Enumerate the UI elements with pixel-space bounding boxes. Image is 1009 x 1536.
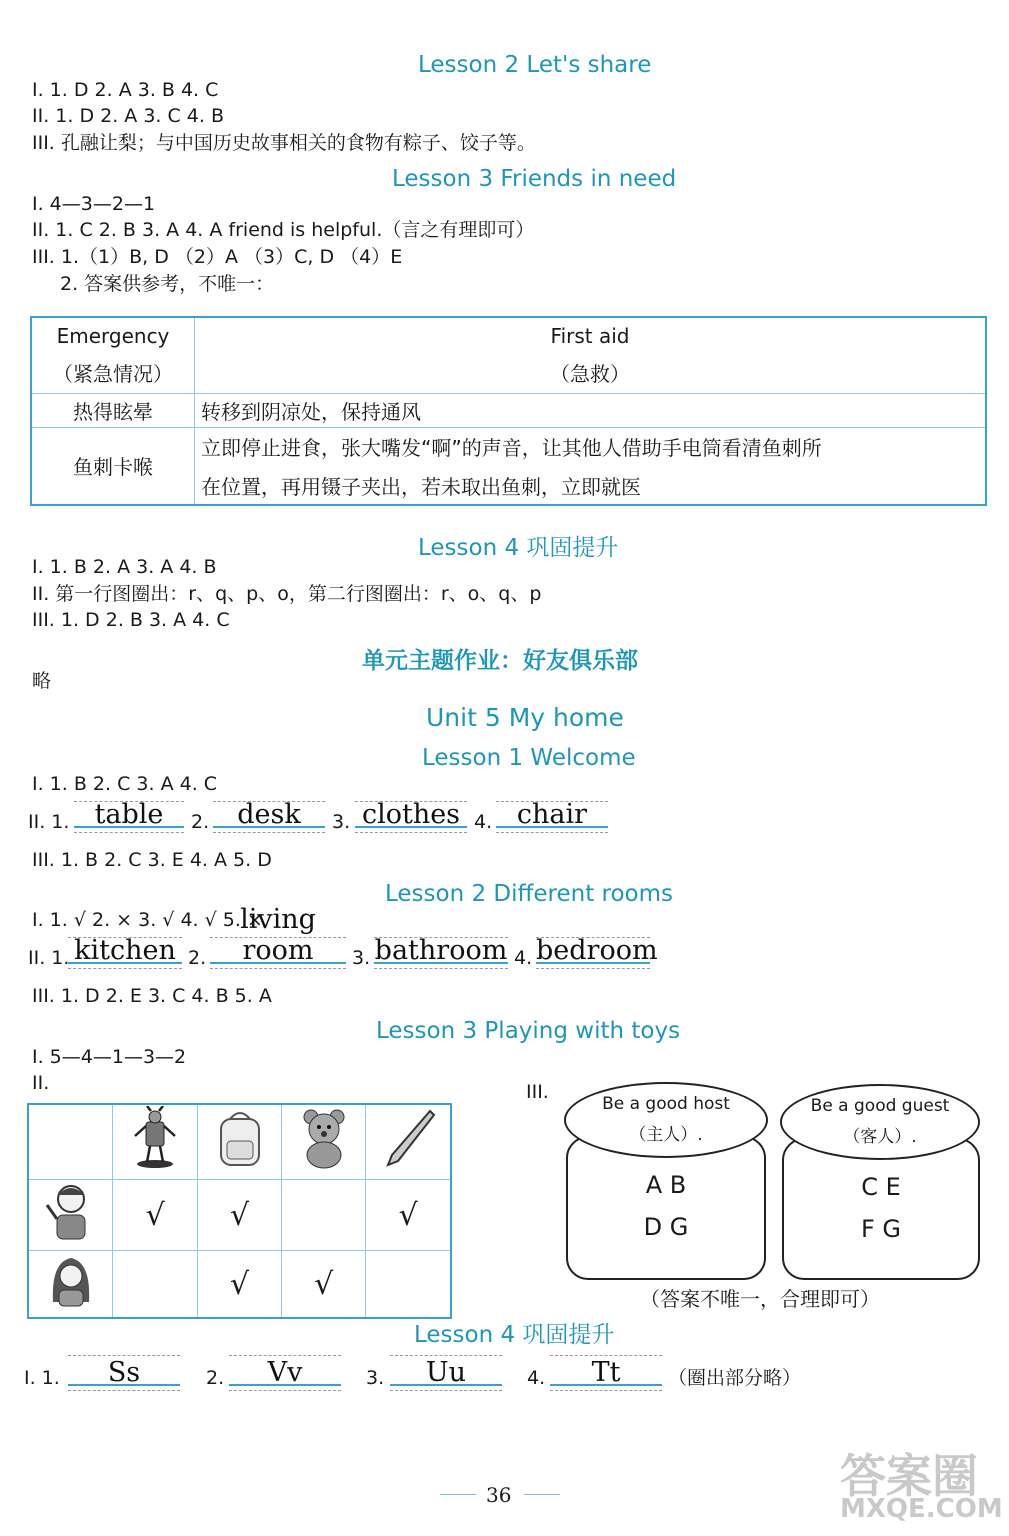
answer-blank-1: table	[74, 801, 184, 833]
u5l1-line-1: I. 1. B 2. C 3. A 4. C	[32, 773, 218, 795]
lesson3-title: Lesson 3 Friends in need	[392, 166, 677, 192]
u5-lesson3-title: Lesson 3 Playing with toys	[376, 1018, 681, 1044]
lesson4-title: Lesson 4 巩固提升	[418, 535, 619, 561]
teddy-bear-icon	[282, 1104, 366, 1180]
first-aid-table	[30, 316, 987, 506]
backpack-icon	[197, 1104, 281, 1180]
unit5-title: Unit 5 My home	[426, 703, 624, 732]
l4-line-3: III. 1. D 2. B 3. A 4. C	[32, 609, 230, 631]
answer-blank-8: bedroom	[536, 937, 650, 969]
u5l3-ii-label: II.	[32, 1072, 50, 1094]
toy-sharing-table	[27, 1103, 452, 1319]
l2-line-3: III. 孔融让梨；与中国历史故事相关的食物有粽子、饺子等。	[32, 132, 536, 154]
u5-lesson4-title: Lesson 4 巩固提升	[414, 1322, 615, 1348]
l3-line-4: 2. 答案供参考，不唯一：	[60, 273, 275, 295]
omitted-note: 略	[32, 670, 52, 692]
guest-jar-body: C E F G	[782, 1138, 980, 1280]
page-number: 36	[486, 1483, 512, 1507]
u5l2-ii-prefix: II. 1.	[28, 947, 70, 969]
letter-blank-3: Uu	[390, 1355, 502, 1391]
u5l3-line-1: I. 5—4—1—3—2	[32, 1046, 187, 1068]
u5l2-line-3: III. 1. D 2. E 3. C 4. B 5. A	[32, 985, 272, 1007]
answer-blank-7: bathroom	[374, 937, 508, 969]
letter-blank-4: Tt	[550, 1355, 662, 1391]
l2-line-2: II. 1. D 2. A 3. C 4. B	[32, 105, 225, 127]
l4-line-2: II. 第一行图圈出：r、q、p、o，第二行图圈出：r、o、q、p	[32, 583, 542, 605]
u5-lesson2-title: Lesson 2 Different rooms	[385, 881, 674, 907]
good-guest-jar	[776, 1080, 986, 1285]
letter-blank-1: Ss	[68, 1355, 180, 1391]
boy-avatar	[28, 1180, 113, 1251]
answer-blank-6: living room	[210, 937, 346, 969]
lesson2-title: Lesson 2 Let's share	[418, 52, 652, 78]
good-host-jar	[560, 1078, 770, 1283]
u5l1-line-3: III. 1. B 2. C 3. E 4. A 5. D	[32, 849, 272, 871]
u5l1-ii-prefix: II. 1.	[28, 811, 70, 833]
page-number-rule-left	[440, 1494, 476, 1495]
l4-line-1: I. 1. B 2. A 3. A 4. B	[32, 556, 217, 578]
table-header-first-aid: First aid （急救）	[195, 317, 987, 393]
table-row: √ √ √	[28, 1180, 451, 1251]
watermark-logo: 答案圈	[840, 1449, 978, 1503]
u5-lesson1-title: Lesson 1 Welcome	[422, 745, 636, 771]
answer-blank-3: clothes	[355, 801, 467, 833]
answer-blank-4: chair	[496, 801, 608, 833]
l2-line-1: I. 1. D 2. A 3. B 4. C	[32, 79, 219, 101]
table-header-emergency: Emergency （紧急情况）	[31, 317, 195, 393]
u5l4-prefix: I. 1.	[24, 1367, 60, 1389]
l3-line-3: III. 1.（1）B, D （2）A （3）C, D （4）E	[32, 246, 403, 268]
l3-line-1: I. 4—3—2—1	[32, 193, 156, 215]
letter-blank-2: Vv	[229, 1355, 341, 1391]
girl-avatar	[28, 1251, 113, 1319]
pen-icon	[366, 1104, 451, 1180]
host-jar-lid: Be a good host （主人）.	[564, 1082, 768, 1158]
u5l2-line-1: I. 1. √ 2. × 3. √ 4. √ 5. ×	[32, 909, 263, 931]
circled-note: （圈出部分略）	[668, 1367, 802, 1389]
l3-line-2: II. 1. C 2. B 3. A 4. A friend is helpful.（言之有理即可）	[32, 219, 535, 241]
answer-blank-2: desk	[213, 801, 325, 833]
watermark-url: MXQE.COM	[840, 1494, 1003, 1524]
page-number-rule-right	[524, 1494, 560, 1495]
unit-homework-title: 单元主题作业：好友俱乐部	[362, 648, 638, 674]
u5l3-iii-label: III.	[526, 1081, 549, 1103]
answer-blank-5: kitchen	[68, 937, 182, 969]
host-jar-body: A B D G	[566, 1136, 766, 1280]
table-row: 鱼刺卡喉 立即停止进食，张大嘴发“啊”的声音，让其他人借助手电筒看清鱼刺所 在位置，再用镊子夹出，若未取出鱼刺，立即就医	[31, 427, 986, 505]
robot-icon	[113, 1104, 197, 1180]
guest-jar-lid: Be a good guest （客人）.	[780, 1084, 980, 1160]
table-row: √ √	[28, 1251, 451, 1319]
table-row: 热得眩晕 转移到阴凉处，保持通风	[31, 393, 986, 427]
answer-note: （答案不唯一，合理即可）	[640, 1287, 880, 1311]
